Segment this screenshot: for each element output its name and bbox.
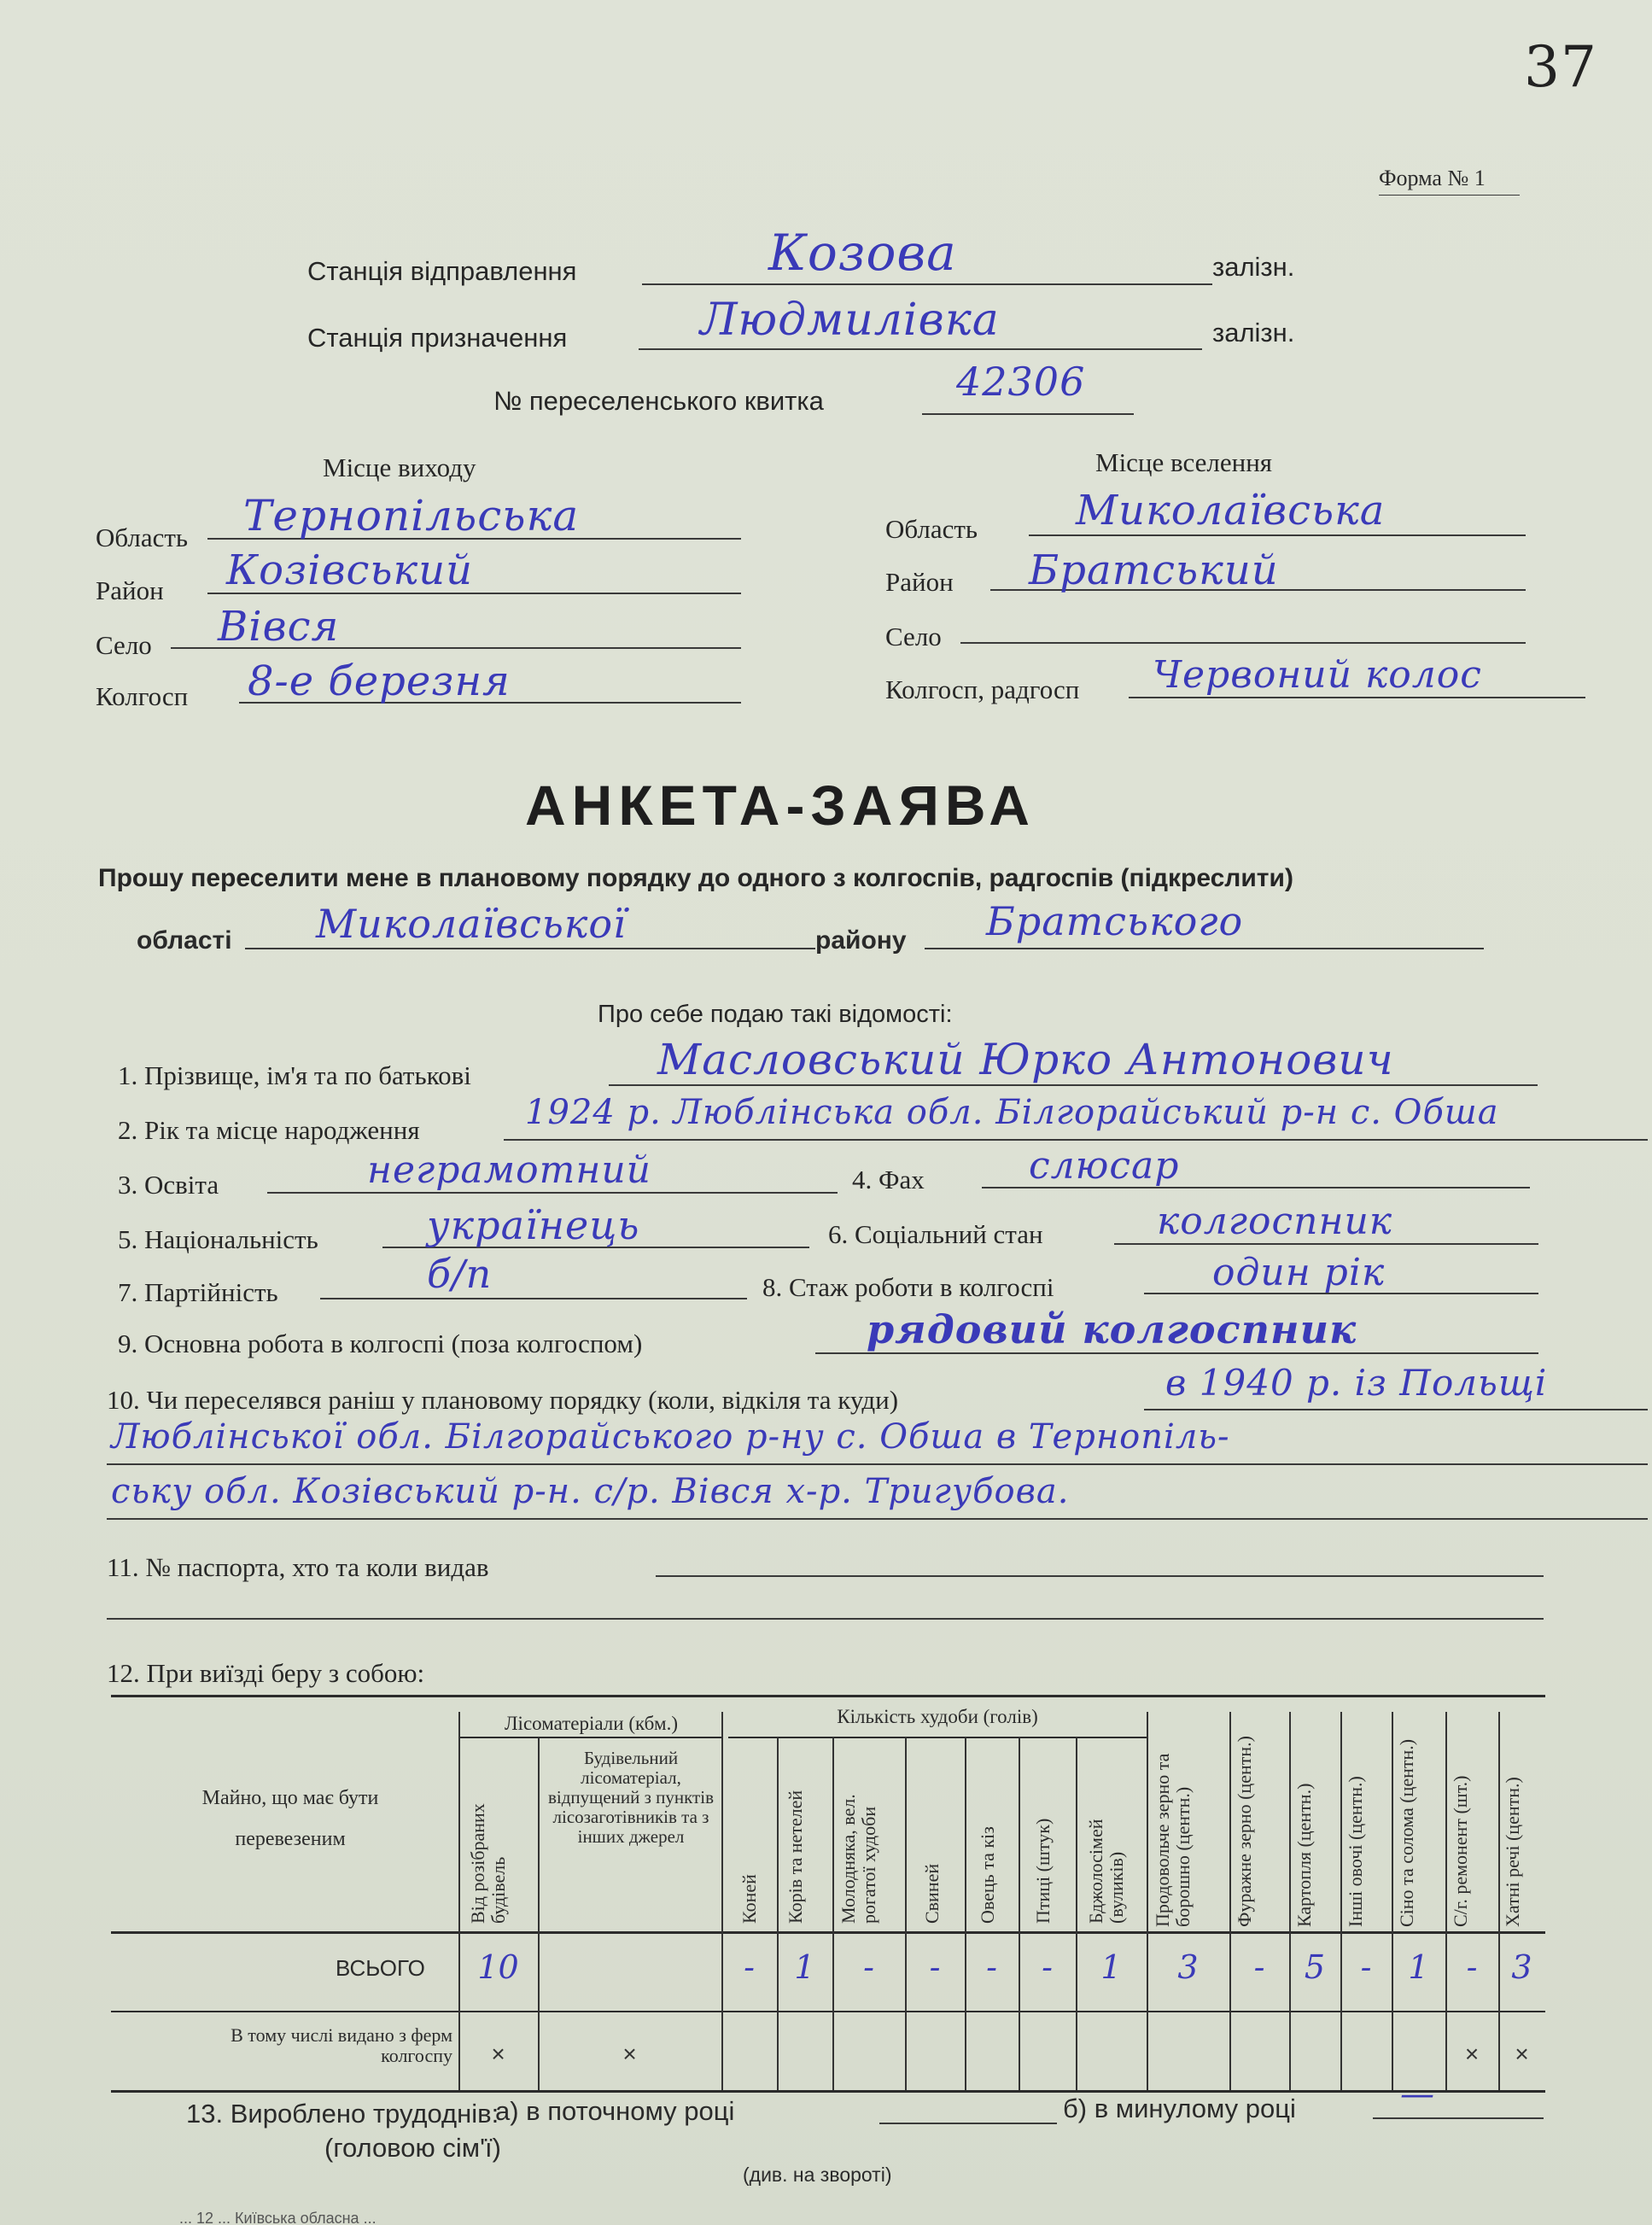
- total-cell: -: [1042, 1948, 1053, 1986]
- destination-suffix: залізн.: [1212, 318, 1295, 347]
- workdays-previous-value: —: [1400, 2075, 1435, 2114]
- col-birds: Птиці (штук): [1032, 1818, 1054, 1924]
- request-text: Прошу переселити мене в плановому порядку до одного з колгоспів, радгоспів (підкреслити): [98, 864, 1293, 892]
- origin-heading: Місце виходу: [323, 453, 476, 482]
- total-cell: -: [1466, 1948, 1478, 1986]
- request-raion: Братського: [986, 898, 1244, 944]
- total-cell: -: [929, 1948, 941, 1986]
- col-fodder: Фуражне зерно (центн.): [1234, 1736, 1255, 1927]
- col-sheep: Овець та кіз: [977, 1826, 998, 1924]
- col-goods: Хатні речі (центн.): [1502, 1777, 1523, 1927]
- col-bees: Бджолосімей (вуликів): [1085, 1819, 1128, 1924]
- page-number: 37: [1524, 34, 1597, 100]
- group-timber: Лісоматеріали (кбм.): [504, 1713, 679, 1734]
- total-cell: -: [1253, 1948, 1265, 1986]
- settlement-kolhosp-label: Колгосп, радгосп: [885, 675, 1080, 704]
- col-building: Будівельний лісоматеріал, відпущений з пунктів лісозаготівників та з інших джерел: [547, 1748, 714, 1848]
- field-2-label: 2. Рік та місце народження: [118, 1115, 420, 1145]
- total-cell: 5: [1304, 1948, 1326, 1986]
- ticket-value: 42306: [956, 359, 1086, 405]
- departure-value: Козова: [768, 224, 957, 282]
- total-cell: 3: [1511, 1948, 1532, 1986]
- field-3-label: 3. Освіта: [118, 1170, 219, 1200]
- field-1-value: Масловський Юрко Антонович: [657, 1035, 1394, 1084]
- col-demolished: Від розібраних будівель: [467, 1803, 510, 1924]
- origin-selo: Вівся: [218, 603, 340, 651]
- field-10-value-a: в 1940 р. із Польщі: [1165, 1362, 1548, 1404]
- print-info: ... 12 ... Київська обласна ...: [179, 2210, 377, 2225]
- footer-note: (див. на звороті): [743, 2164, 892, 2186]
- request-oblast: Миколаївської: [316, 901, 627, 947]
- field-8-label: 8. Стаж роботи в колгоспі: [762, 1272, 1054, 1302]
- settlement-raion-label: Район: [885, 567, 954, 597]
- group-livestock: Кількість худоби (голів): [837, 1706, 1038, 1727]
- field-1-label: 1. Прізвище, ім'я та по батькові: [118, 1060, 471, 1090]
- total-cell: -: [1360, 1948, 1372, 1986]
- col-hay: Сіно та солома (центн.): [1396, 1738, 1417, 1927]
- farm-cell: ×: [1464, 2041, 1480, 2067]
- origin-kolhosp: 8-е березня: [248, 657, 511, 705]
- total-cell: 10: [477, 1948, 519, 1986]
- field-2-value: 1924 р. Люблінська обл. Білгорайський р-н с. Обша: [525, 1093, 1499, 1132]
- col-cows: Корів та нетелей: [785, 1790, 806, 1924]
- total-cell: 3: [1177, 1948, 1199, 1986]
- field-5-label: 5. Національність: [118, 1224, 318, 1254]
- total-cell: 1: [1100, 1948, 1122, 1986]
- field-6-value: колгоспник: [1157, 1200, 1393, 1243]
- farm-cell: ×: [622, 2041, 637, 2067]
- document-title: АНКЕТА-ЗАЯВА: [525, 774, 1036, 837]
- total-cell: -: [744, 1948, 755, 1986]
- workdays-sub: (головою сім'ї): [324, 2133, 501, 2163]
- col-potato: Картопля (центн.): [1293, 1783, 1315, 1927]
- col-young: Молодняка, вел. рогатої худоби: [838, 1794, 880, 1924]
- field-4-label: 4. Фах: [852, 1165, 925, 1194]
- row-total-label: ВСЬОГО: [336, 1955, 425, 1981]
- farm-cell: ×: [1515, 2041, 1529, 2067]
- field-5-value: українець: [427, 1202, 640, 1248]
- settlement-kolhosp: Червоний колос: [1153, 653, 1482, 697]
- settlement-oblast-label: Область: [885, 514, 978, 544]
- total-cell: -: [863, 1948, 874, 1986]
- col-property: Майно, що має бути перевезеним: [201, 1787, 379, 1850]
- settlement-oblast: Миколаївська: [1076, 487, 1386, 534]
- info-heading: Про себе подаю такі відомості:: [598, 1001, 953, 1028]
- field-7-label: 7. Партійність: [118, 1277, 278, 1307]
- field-8-value: один рік: [1212, 1251, 1386, 1294]
- departure-label: Станція відправлення: [307, 256, 577, 286]
- origin-kolhosp-label: Колгосп: [96, 681, 189, 711]
- workdays-previous-label: б) в минулому році: [1063, 2094, 1296, 2123]
- total-cell: -: [986, 1948, 997, 1986]
- ticket-label: № переселенського квитка: [493, 386, 824, 416]
- col-grain: Продовольче зерно та борошно (центн.): [1152, 1753, 1194, 1927]
- field-7-value: б/п: [427, 1251, 493, 1297]
- origin-raion: Козівський: [226, 546, 474, 594]
- field-11-label: 11. № паспорта, хто та коли видав: [107, 1552, 489, 1582]
- workdays-label: 13. Вироблено трудоднів:: [186, 2099, 499, 2129]
- field-9-value: рядовий колгоспник: [867, 1306, 1357, 1352]
- field-10-value-b: Люблінської обл. Білгорайського р-ну с. Обша в Тернопіль-: [111, 1417, 1230, 1457]
- request-oblast-label: області: [137, 926, 232, 955]
- settlement-heading: Місце вселення: [1095, 447, 1273, 477]
- settlement-selo-label: Село: [885, 622, 942, 651]
- field-10-value-c: ську обл. Козівський р-н. с/р. Вівся х-р. Тригубова.: [111, 1472, 1070, 1511]
- request-raion-label: району: [815, 926, 907, 955]
- departure-suffix: залізн.: [1212, 252, 1295, 282]
- field-10-label: 10. Чи переселявся раніш у плановому порядку (коли, відкіля та куди): [107, 1385, 899, 1415]
- field-6-label: 6. Соціальний стан: [828, 1219, 1043, 1249]
- field-3-value: неграмотний: [367, 1148, 652, 1192]
- farm-cell: ×: [491, 2041, 505, 2067]
- settlement-raion: Братський: [1029, 546, 1279, 594]
- total-cell: 1: [794, 1948, 815, 1986]
- destination-value: Людмилівка: [700, 295, 1000, 346]
- col-tools: С/г. ремонент (шт.): [1450, 1775, 1471, 1927]
- col-veg: Інші овочі (центн.): [1345, 1776, 1366, 1927]
- col-horses: Коней: [738, 1874, 760, 1924]
- workdays-current-label: а) в поточному році: [495, 2096, 735, 2126]
- total-cell: 1: [1408, 1948, 1429, 1986]
- field-4-value: слюсар: [1029, 1144, 1180, 1188]
- origin-selo-label: Село: [96, 630, 152, 660]
- form-number: Форма № 1: [1379, 166, 1486, 190]
- col-pigs: Свиней: [921, 1863, 943, 1924]
- destination-label: Станція призначення: [307, 323, 568, 353]
- row-farm-label: В тому числі видано з ферм колгоспу: [231, 2024, 452, 2067]
- origin-oblast-label: Область: [96, 523, 189, 552]
- field-9-label: 9. Основна робота в колгоспі (поза колгоспом): [118, 1329, 643, 1358]
- origin-oblast: Тернопільська: [243, 491, 580, 540]
- field-12-label: 12. При виїзді беру з собою:: [107, 1658, 425, 1688]
- origin-raion-label: Район: [96, 575, 164, 605]
